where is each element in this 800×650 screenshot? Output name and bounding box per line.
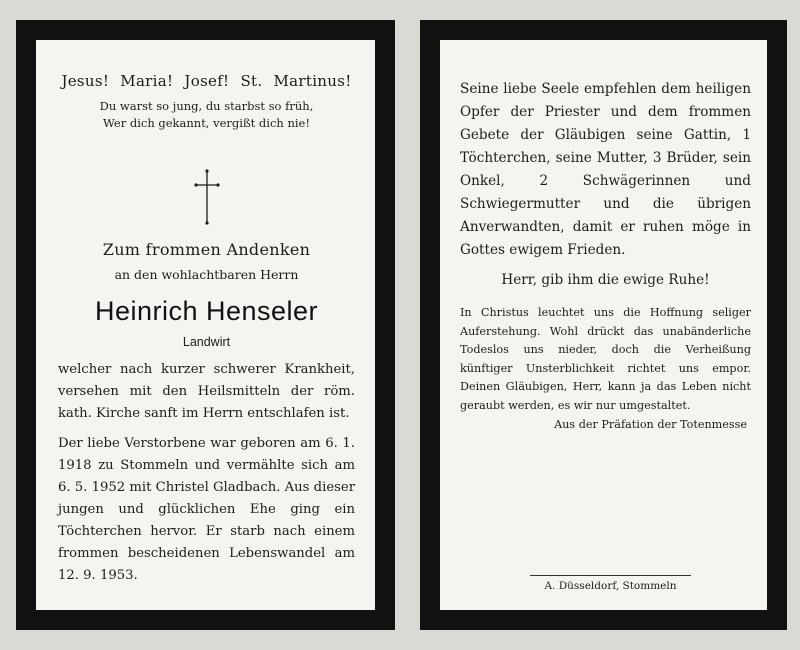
profession: Landwirt: [182, 335, 231, 349]
liturgy-quote: In Christus leuchtet uns die Hoffnung seliger Auferstehung. Wohl drückt das unabänderliche Todeslos uns nieder, doch die Verheißung künftiger Unsterblichkeit richtet uns empor. Deinen Gläubigen, Herr, kann ja das Leben nicht geraubt werden, es wir nur umgestaltet.: [460, 306, 751, 412]
card-panel-left: [36, 40, 375, 610]
memorial-card-left: [16, 20, 395, 630]
printer-imprint: A. Düsseldorf, Stommeln: [530, 575, 691, 592]
closing-prayer: Herr, gib ihm die ewige Ruhe!: [501, 272, 710, 288]
deceased-name: Heinrich Henseler: [94, 296, 319, 326]
verse-line: Wer dich gekannt, vergißt dich nie!: [103, 116, 310, 130]
memorial-card-right: [420, 20, 787, 630]
honorific: an den wohlachtbaren Herrn: [114, 267, 299, 282]
quote-source: Aus der Präfation der Totenmesse: [554, 417, 747, 431]
family-paragraph: Seine liebe Seele empfehlen dem heiligen Opfer der Priester und dem frommen Gebete der Gläubigen seine Gattin, 1 Töchterchen, seine Mutter, 3 Brüder, sein Onkel, 2 Schwägerinnen und Schwiegermutter und die übrigen Anverwandten, damit er ruhen möge in Gottes ewigem Frieden.: [460, 81, 751, 258]
biography-paragraph: Der liebe Verstorbene war geboren am 6. 1. 1918 zu Stommeln und vermählte sich am 6. 5. 1952 mit Christel Gladbach. Aus dieser jungen und glücklichen Ehe ging ein Töchterchen hervor. Er starb nach einem frommen bescheidenen Lebenswandel am 12. 9. 1953.: [58, 436, 355, 583]
memorial-verse: [58, 98, 355, 132]
cross-icon: [58, 168, 355, 226]
card-panel-right: [440, 40, 767, 610]
invocation: Jesus! Maria! Josef! St. Martinus!: [61, 72, 352, 90]
verse-line: Du warst so jung, du starbst so früh,: [99, 99, 314, 113]
memorial-heading: Zum frommen Andenken: [102, 240, 311, 259]
death-notice-paragraph: welcher nach kurzer schwerer Krankheit, versehen mit den Heilsmitteln der röm. kath. Kirche sanft im Herrn entschlafen ist.: [58, 362, 355, 421]
